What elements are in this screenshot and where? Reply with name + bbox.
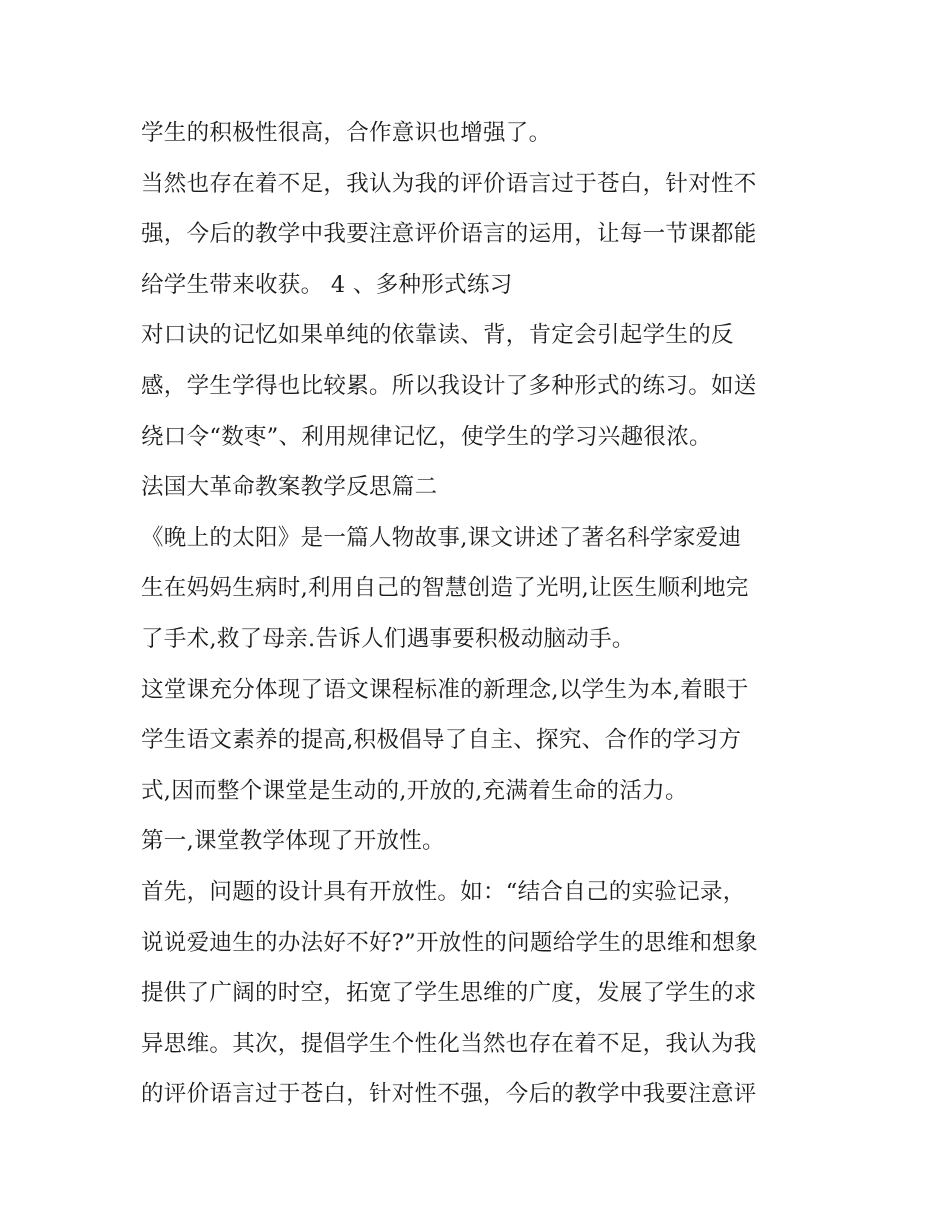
text-line: 生在妈妈生病时,利用自己的智慧创造了光明,让医生顺利地完 (141, 575, 749, 602)
text-line: 说说爱迪生的办法好不好?”开放性的问题给学生的思维和想象 (141, 929, 758, 956)
text-line: 首先，问题的设计具有开放性。如：“结合自己的实验记录， (141, 878, 746, 905)
text-line: 提供了广阔的时空，拓宽了学生思维的广度，发展了学生的求 (141, 980, 757, 1007)
text-line: 了手术,救了母亲.告诉人们遇事要积极动脑动手。 (141, 625, 635, 652)
text-line: 式,因而整个课堂是生动的,开放的,充满着生命的活力。 (141, 777, 688, 804)
text-line: 对口诀的记忆如果单纯的依靠读、背，肯定会引起学生的反 (141, 322, 734, 349)
text-line: 的评价语言过于苍白，针对性不强，今后的教学中我要注意评 (141, 1081, 757, 1108)
text-line: 感，学生学得也比较累。所以我设计了多种形式的练习。如送 (141, 372, 757, 399)
text-line: 《晚上的太阳》是一篇人物故事,课文讲述了著名科学家爱迪 (141, 524, 742, 551)
text-line: 第一,课堂教学体现了开放性。 (141, 828, 445, 855)
document-body (141, 108, 821, 1120)
text-line: 异思维。其次，提倡学生个性化当然也存在着不足，我认为我 (141, 1030, 757, 1057)
text-line: 当然也存在着不足，我认为我的评价语言过于苍白，针对性不 (141, 170, 757, 197)
text-line: 强，今后的教学中我要注意评价语言的运用，让每一节课都能 (141, 221, 757, 248)
text-line: 给学生带来收获。 4 、多种形式练习 (141, 271, 513, 298)
text-line: 学生语文素养的提高,积极倡导了自主、探究、合作的学习方 (141, 727, 742, 754)
text-line: 学生的积极性很高，合作意识也增强了。 (141, 120, 552, 146)
text-line: 绕口令“数枣”、利用规律记忆，使学生的学习兴趣很浓。 (141, 423, 712, 450)
section-heading: 法国大革命教案教学反思篇二 (141, 474, 438, 501)
text-line: 这堂课充分体现了语文课程标准的新理念,以学生为本,着眼于 (141, 676, 749, 703)
